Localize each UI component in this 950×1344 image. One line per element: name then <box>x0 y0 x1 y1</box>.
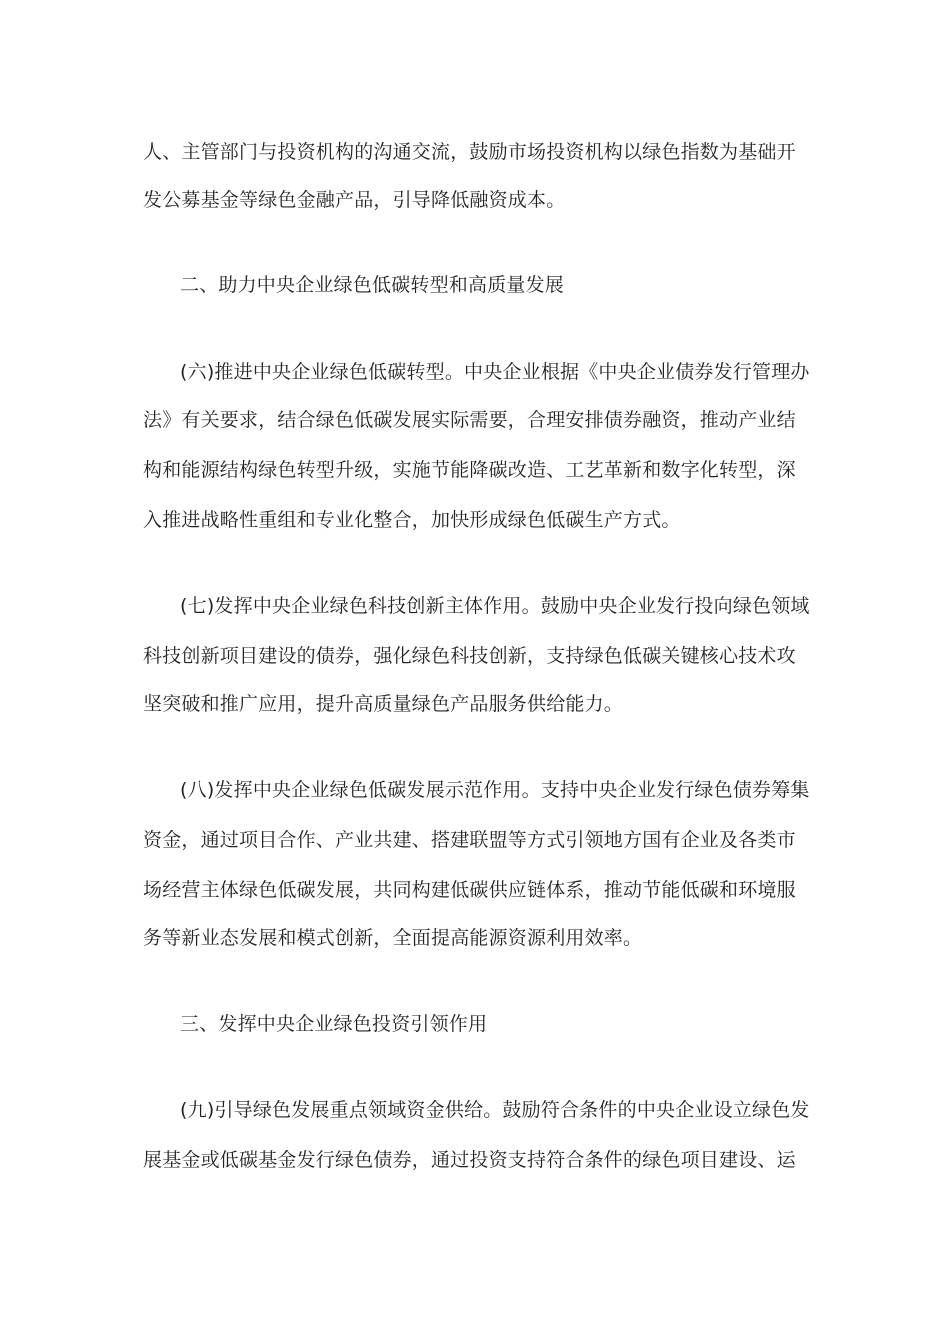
paragraph-line: (九)引导绿色发展重点领域资金供给。鼓励符合条件的中央企业设立绿色发 <box>180 1099 810 1121</box>
paragraph-line: 人、主管部门与投资机构的沟通交流，鼓励市场投资机构以绿色指数为基础开 <box>143 141 796 163</box>
paragraph-line: (七)发挥中央企业绿色科技创新主体作用。鼓励中央企业发行投向绿色领域 <box>180 595 810 617</box>
paragraph-line: 构和能源结构绿色转型升级，实施节能降碳改造、工艺革新和数字化转型，深 <box>143 459 796 481</box>
paragraph-line: (六)推进中央企业绿色低碳转型。中央企业根据《中央企业债券发行管理办 <box>180 361 810 383</box>
section-heading-3: 三、发挥中央企业绿色投资引领作用 <box>180 1013 488 1035</box>
paragraph-line: 场经营主体绿色低碳发展，共同构建低碳供应链体系，推动节能低碳和环境服 <box>143 879 796 901</box>
paragraph-line: 务等新业态发展和模式创新，全面提高能源资源利用效率。 <box>143 927 643 949</box>
paragraph-line: (八)发挥中央企业绿色低碳发展示范作用。支持中央企业发行绿色债券筹集 <box>180 779 810 801</box>
paragraph-line: 发公募基金等绿色金融产品，引导降低融资成本。 <box>143 189 566 211</box>
paragraph-line: 科技创新项目建设的债券，强化绿色科技创新，支持绿色低碳关键核心技术攻 <box>143 645 796 667</box>
paragraph-line: 入推进战略性重组和专业化整合，加快形成绿色低碳生产方式。 <box>143 509 681 531</box>
paragraph-line: 坚突破和推广应用，提升高质量绿色产品服务供给能力。 <box>143 693 624 715</box>
paragraph-line: 资金，通过项目合作、产业共建、搭建联盟等方式引领地方国有企业及各类市 <box>143 829 796 851</box>
section-heading-2: 二、助力中央企业绿色低碳转型和高质量发展 <box>180 274 565 296</box>
paragraph-line: 展基金或低碳基金发行绿色债券，通过投资支持符合条件的绿色项目建设、运 <box>143 1149 796 1171</box>
paragraph-line: 法》有关要求，结合绿色低碳发展实际需要，合理安排债券融资，推动产业结 <box>143 409 796 431</box>
